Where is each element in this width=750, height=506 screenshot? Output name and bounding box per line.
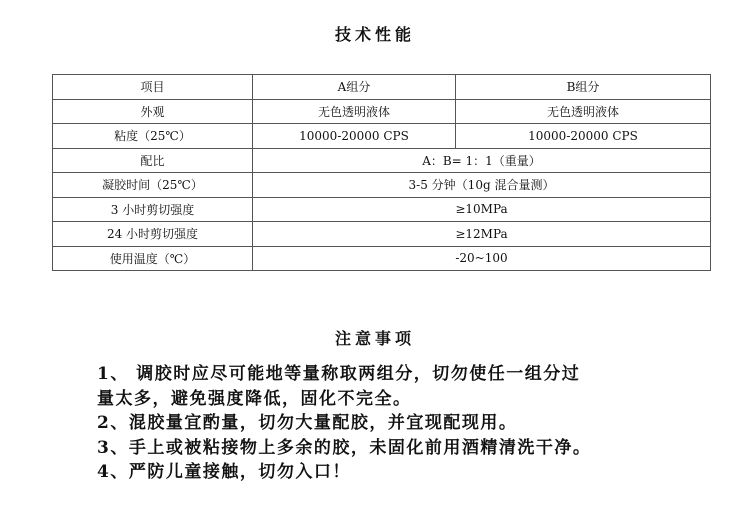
table-row <box>53 222 711 247</box>
cell-merged: ≥10MPa <box>253 197 711 222</box>
note-line: 2、混胶量宜酌量，切勿大量配胶，并宜现配现用。 <box>97 413 518 433</box>
table-row <box>53 99 711 124</box>
cell-merged: A：B= 1：1（重量） <box>253 148 711 173</box>
spec-title: 技术性能 <box>334 25 415 44</box>
note-line: 1、 调胶时应尽可能地等量称取两组分，切勿使任一组分过 <box>97 364 581 384</box>
cell-b: 10000-20000 CPS <box>456 124 711 149</box>
notes-list <box>97 362 697 485</box>
row-label: 3 小时剪切强度 <box>53 197 253 222</box>
notes-title: 注意事项 <box>334 329 415 348</box>
row-label: 粘度（25℃） <box>53 124 253 149</box>
table-row <box>53 124 711 149</box>
cell-merged: -20~100 <box>253 246 711 271</box>
note-line: 4、严防儿童接触，切勿入口！ <box>97 462 351 482</box>
row-label: 使用温度（℃） <box>53 246 253 271</box>
header-item: 项目 <box>53 75 253 100</box>
note-line: 量太多，避免强度降低，固化不完全。 <box>97 388 412 409</box>
table-row <box>53 197 711 222</box>
cell-b: 无色透明液体 <box>456 99 711 124</box>
table-row <box>53 173 711 198</box>
cell-a: 10000-20000 CPS <box>253 124 456 149</box>
cell-merged: ≥12MPa <box>253 222 711 247</box>
cell-merged: 3-5 分钟（10g 混合量测） <box>253 173 711 198</box>
spec-table <box>52 74 711 271</box>
row-label: 凝胶时间（25℃） <box>53 173 253 198</box>
note-line: 3、手上或被粘接物上多余的胶，未固化前用酒精清洗干净。 <box>97 437 592 458</box>
cell-a: 无色透明液体 <box>253 99 456 124</box>
header-component-b: B组分 <box>456 75 711 100</box>
table-header-row <box>53 75 711 100</box>
row-label: 24 小时剪切强度 <box>53 222 253 247</box>
table-row <box>53 148 711 173</box>
row-label: 外观 <box>53 99 253 124</box>
header-component-a: A组分 <box>253 75 456 100</box>
table-row <box>53 246 711 271</box>
row-label: 配比 <box>53 148 253 173</box>
